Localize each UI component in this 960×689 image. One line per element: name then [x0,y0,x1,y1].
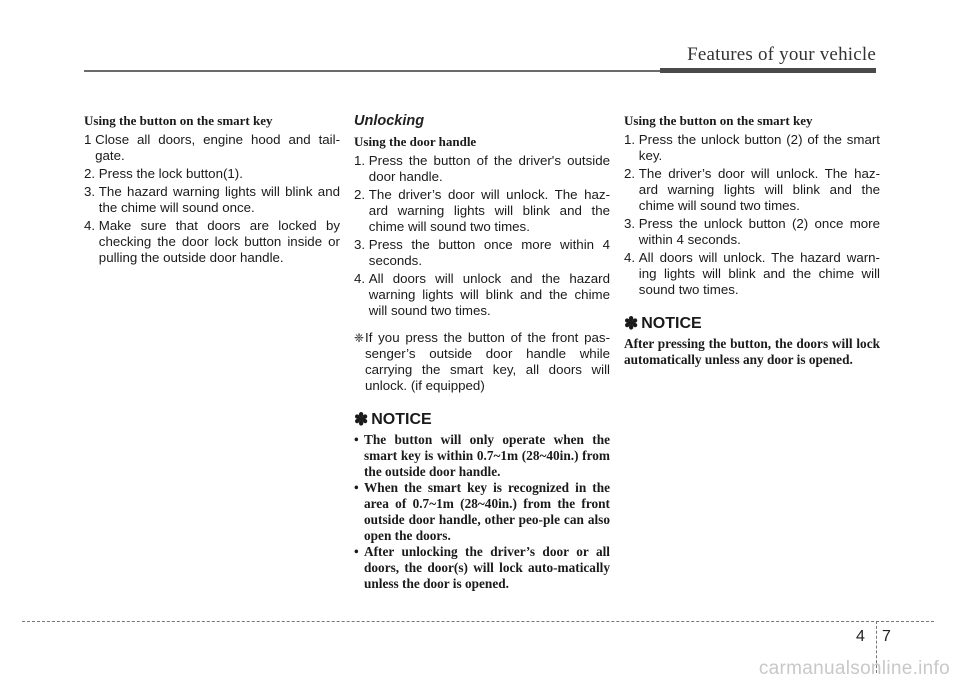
page-header-title: Features of your vehicle [687,44,876,65]
footer-rule [22,621,934,622]
list-item [624,216,880,248]
list-item [84,132,340,164]
notice-item-text: After unlocking the driver’s door or all doors, the door(s) will lock auto-matically unless the door is opened. [364,544,610,591]
step-number: 2. [354,187,369,202]
list-item [354,153,610,185]
column-middle [354,113,610,592]
watermark: carmanualsonline.info [758,658,950,679]
step-list [624,132,880,298]
header-rule-accent [660,68,876,73]
step-number: 3. [84,184,99,199]
list-item [624,166,880,214]
list-item [624,132,880,164]
notice-heading [624,316,880,332]
step-list [354,153,610,319]
subheading: Using the button on the smart key [624,113,813,128]
chapter-number: 4 [856,628,865,645]
list-item [354,271,610,319]
list-item [354,237,610,269]
header-rule [84,70,660,72]
bullet-icon: • [354,480,359,495]
step-number: 1 [84,132,96,147]
step-text: Press the button once more within 4 seconds. [368,237,610,268]
step-number: 1. [624,132,639,147]
step-text: Press the unlock button (2) of the smart key. [638,132,880,163]
notice-title: NOTICE [641,315,702,332]
step-text: Press the button of the driver's outside door handle. [368,153,610,184]
column-left [84,113,340,268]
list-item [354,480,610,544]
step-text: The driver’s door will unlock. The haz-ard warning lights will blink and the chime will sound two times. [638,166,880,213]
step-number: 4. [84,218,99,233]
page-number: 7 [882,628,891,645]
step-text: Press the lock button(1). [98,166,243,181]
notice-item-text: The button will only operate when the smart key is within 0.7~1m (28~40in.) from the outside door handle. [364,432,610,479]
note-mark-icon: ❈ [354,331,365,345]
subheading: Using the button on the smart key [84,113,273,128]
step-text: All doors will unlock. The hazard warn-ing lights will blink and the chime will sound two times. [638,250,880,297]
step-number: 4. [354,271,369,286]
section-title: Unlocking [354,113,425,129]
notice-heading [354,412,610,428]
step-number: 2. [84,166,99,181]
step-number: 1. [354,153,369,168]
list-item [84,218,340,266]
step-list [84,132,340,266]
notice-star-icon: ✽ [624,314,639,333]
note-text: If you press the button of the front pas-senger’s outside door handle while carrying the smart key, all doors will unlock. (if equipped) [365,330,610,393]
notice-star-icon: ✽ [354,410,369,429]
list-item [354,432,610,480]
notice-body: After pressing the button, the doors will lock automatically unless any door is opened. [624,336,880,367]
step-number: 3. [624,216,639,231]
notice-list [354,432,610,592]
step-number: 3. [354,237,369,252]
bullet-icon: • [354,432,359,447]
step-text: Press the unlock button (2) once more within 4 seconds. [638,216,880,247]
step-text: All doors will unlock and the hazard warning lights will blink and the chime will sound two times. [368,271,610,318]
step-number: 2. [624,166,639,181]
list-item [354,544,610,592]
step-text: The driver’s door will unlock. The haz-ard warning lights will blink and the chime will sound two times. [368,187,610,234]
step-text: The hazard warning lights will blink and the chime will sound once. [98,184,340,215]
bullet-icon: • [354,544,359,559]
list-item [624,250,880,298]
notice-item-text: When the smart key is recognized in the area of 0.7~1m (28~40in.) from the front outside door handle, other peo-ple can also open the doors. [364,480,610,543]
list-item [84,184,340,216]
step-number: 4. [624,250,639,265]
step-text: Close all doors, engine hood and tail-gate. [95,132,340,163]
step-text: Make sure that doors are locked by checking the door lock button inside or pulling the outside door handle. [98,218,340,265]
notice-title: NOTICE [371,411,432,428]
list-item [84,166,340,182]
subheading: Using the door handle [354,134,477,149]
column-right [624,113,880,368]
list-item [354,187,610,235]
note-paragraph [354,330,610,394]
